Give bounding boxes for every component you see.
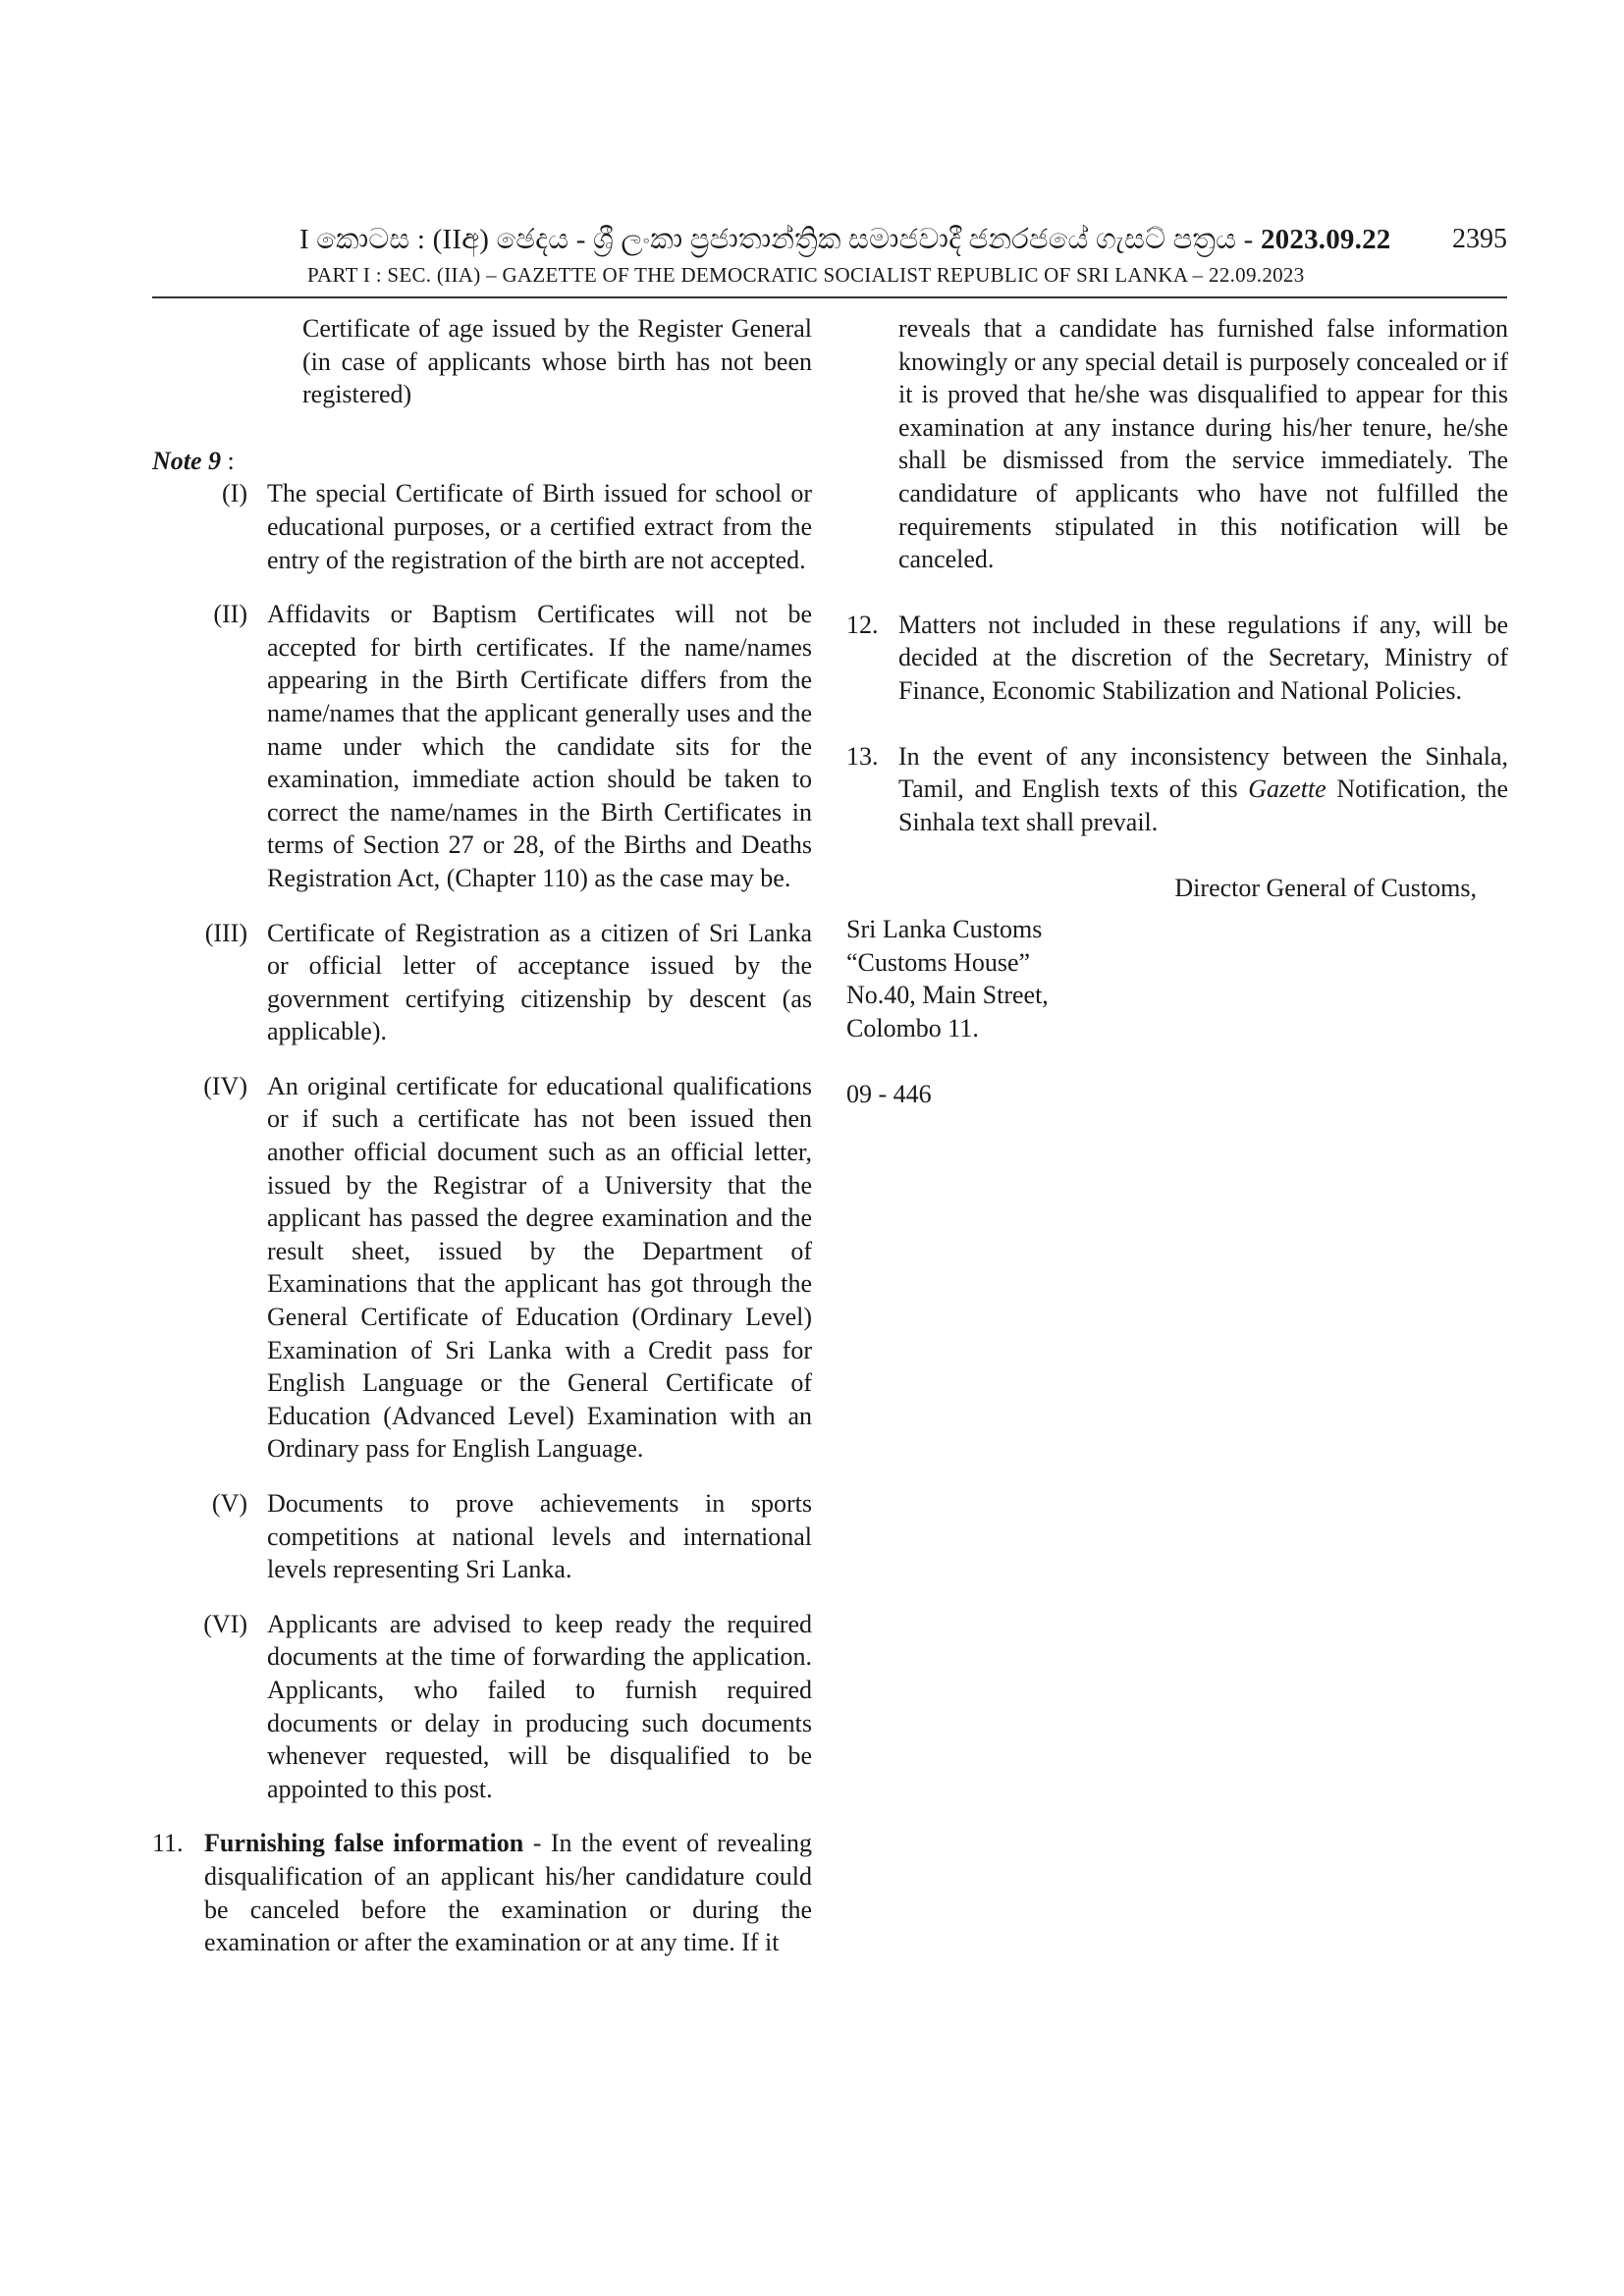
section-11-continuation: reveals that a candidate has furnished false information knowingly or any special detail is purposely concealed or if it is proved that he/she was disqualified to appear for this examination at any instance during his/her tenure, he/she shall be dismissed from the service immediately. The candidature of applicants who have not fulfilled the requirements stipulated in this notification will be canceled. [898, 314, 1508, 574]
signatory: Director General of Customs, [1174, 874, 1477, 903]
address-line: “Customs House” [846, 947, 1031, 977]
right-column [846, 312, 1508, 1111]
left-column [152, 312, 812, 1959]
page-number: 2395 [1452, 224, 1507, 254]
address-line: Sri Lanka Customs [846, 914, 1043, 943]
english-header: PART I : SEC. (IIA) – GAZETTE OF THE DEMOCRATIC SOCIALIST REPUBLIC OF SRI LANKA – 22.09.2023 [307, 263, 1305, 287]
address-block [846, 913, 1508, 1044]
item-text: Applicants are advised to keep ready the required documents at the time of forwarding the application. Applicants, who failed to furnish required documents or delay in producing such documents whenever requested, will be disqualified to be appointed to this post. [267, 1609, 812, 1803]
section-number: 13. [846, 741, 879, 771]
list-item [152, 1608, 812, 1806]
list-item [152, 477, 812, 576]
section-body: - In the event of revealing disqualification of an applicant his/her candidature could be canceled before the examination or during the examination or after the examination or at any time. If it [204, 1829, 812, 1957]
section-13 [846, 740, 1508, 839]
list-item [152, 1487, 812, 1586]
item-number: (I) [222, 479, 247, 508]
note-colon: : [221, 446, 235, 475]
address-line: Colombo 11. [846, 1013, 979, 1042]
note-heading [152, 445, 812, 478]
section-heading: Furnishing false information [204, 1829, 524, 1858]
section-text-start: In the event of any inconsistency between the Sinhala, Tamil, and English texts of this [898, 741, 1508, 804]
item-number: (V) [211, 1489, 247, 1518]
note-items [152, 477, 812, 1805]
item-number: (II) [213, 600, 247, 629]
address-line: No.40, Main Street, [846, 981, 1049, 1010]
item-text: Affidavits or Baptism Certificates will not be accepted for birth certificates. If the name/names appearing in the Birth Certificate differs from the name/names that the applicant generally uses and the name under which the candidate sits for the examination, immediate action should be taken to correct the name/names in the Birth Certificates in terms of Section 27 or 28, of the Births and Deaths Registration Act, (Chapter 110) as the case may be. [267, 600, 812, 892]
list-item [152, 1070, 812, 1466]
sinhala-header [299, 224, 1390, 256]
item-number: (IV) [203, 1071, 247, 1100]
item-text: An original certificate for educational qualifications or if such a certificate has not been issued then another official document such as an official letter, issued by the Registrar of a University that the applicant has passed the degree examination and the result sheet, issued by the Department of Examinations that the applicant has got through the General Certificate of Education (Ordinary Level) Examination of Sri Lanka with a Credit pass for English Language or the General Certificate of Education (Advanced Level) Examination with an Ordinary pass for English Language. [267, 1071, 812, 1464]
list-item [152, 598, 812, 894]
section-text [898, 740, 1508, 839]
sinhala-title: I කොටස : (IIඅ) ඡෙදය - ශ්‍රී ලංකා ප්‍රජාතාන්ත්‍රික සමාජවාදී ජනරජයේ ගැසට් පත්‍රය - [299, 224, 1261, 255]
header-rule [152, 296, 1507, 298]
age-certificate-text: Certificate of age issued by the Register General (in case of applicants whose birth has not been registered) [302, 314, 812, 409]
gazette-word: Gazette [1248, 774, 1326, 804]
item-number: (III) [204, 918, 247, 947]
item-text: Documents to prove achievements in sports competitions at national levels and international levels representing Sri Lanka. [267, 1489, 812, 1584]
item-text: Certificate of Registration as a citizen of Sri Lanka or official letter of acceptance issued by the government certifying citizenship by descent (as applicable). [267, 918, 812, 1046]
section-text [204, 1827, 812, 1958]
section-11 [152, 1827, 812, 1958]
item-number: (VI) [203, 1609, 247, 1638]
section-number: 11. [152, 1829, 184, 1858]
page-header [152, 224, 1507, 302]
item-text: The special Certificate of Birth issued for school or educational purposes, or a certified extract from the entry of the registration of the birth are not accepted. [267, 479, 812, 574]
note-label: Note 9 [152, 446, 222, 475]
sinhala-date: 2023.09.22 [1260, 224, 1391, 255]
reference-number: 09 - 446 [846, 1080, 932, 1109]
list-item [152, 917, 812, 1048]
section-number: 12. [846, 610, 879, 639]
section-text-end: Notification, the Sinhala text shall prevail. [898, 774, 1508, 836]
section-12 [846, 609, 1508, 708]
section-text: Matters not included in these regulations if any, will be decided at the discretion of the Secretary, Ministry of Finance, Economic Stabilization and National Policies. [898, 610, 1508, 705]
